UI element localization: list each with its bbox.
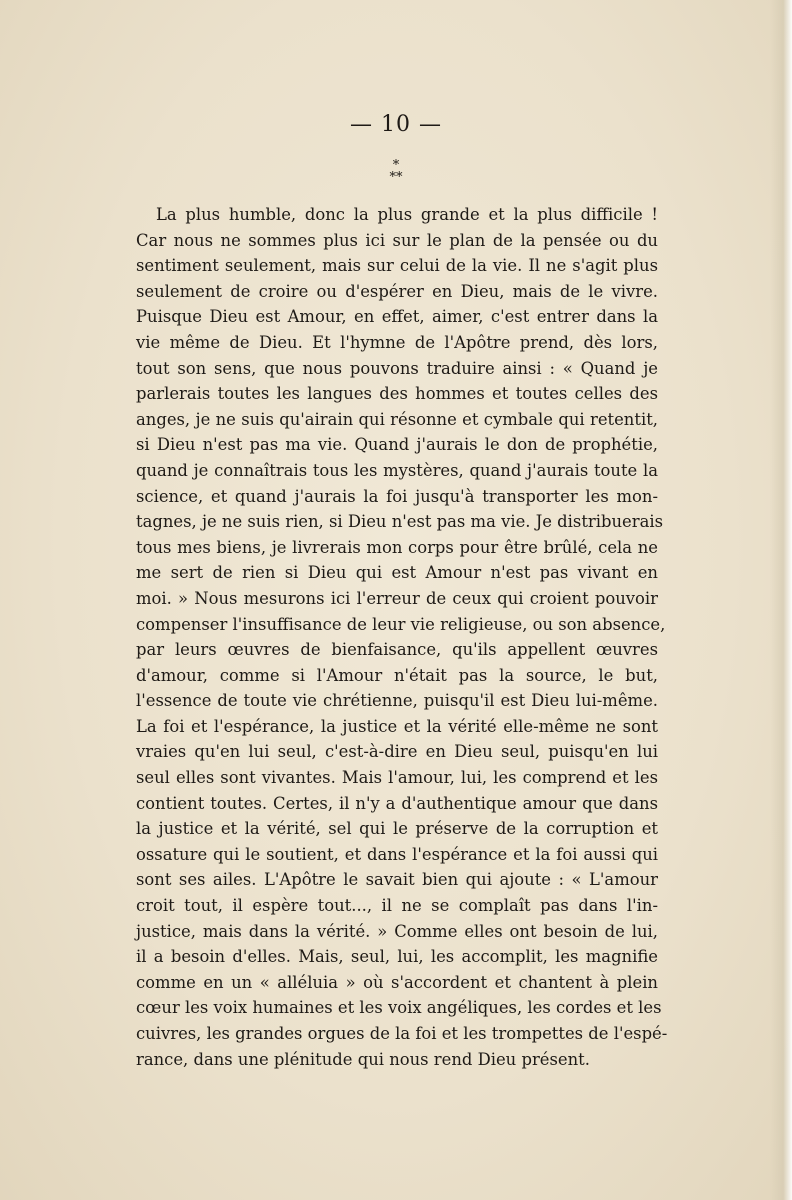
text-line: croit tout, il espère tout..., il ne se complaît pas dans l'in- bbox=[136, 896, 658, 916]
asterism-bottom: ** bbox=[389, 170, 403, 185]
text-line: anges, je ne suis qu'airain qui résonne et cymbale qui retentit, bbox=[136, 409, 658, 429]
text-line: sont ses ailes. L'Apôtre le savait bien qui ajoute : « L'amour bbox=[136, 870, 658, 890]
text-line: La plus humble, donc la plus grande et la plus difficile ! bbox=[156, 205, 658, 224]
text-line: vraies qu'en lui seul, c'est-à-dire en Dieu seul, puisqu'en lui bbox=[136, 742, 658, 762]
text-line: seul elles sont vivantes. Mais l'amour, lui, les comprend et les bbox=[136, 768, 658, 788]
text-line: ossature qui le soutient, et dans l'espérance et la foi aussi qui bbox=[136, 844, 658, 864]
text-line: l'essence de toute vie chrétienne, puisqu'il est Dieu lui-même. bbox=[136, 691, 658, 711]
text-line: la justice et la vérité, sel qui le préserve de la corruption et bbox=[136, 819, 658, 839]
asterism-top: * bbox=[392, 158, 400, 173]
text-line: tout son sens, que nous pouvons traduire ainsi : « Quand je bbox=[136, 358, 658, 378]
page-edge bbox=[770, 0, 792, 1200]
text-line: vie même de Dieu. Et l'hymne de l'Apôtre prend, dès lors, bbox=[136, 332, 658, 352]
text-line: compenser l'insuffisance de leur vie religieuse, ou son absence, bbox=[136, 614, 666, 634]
text-line: tagnes, je ne suis rien, si Dieu n'est pas ma vie. Je distribuerais bbox=[136, 512, 663, 532]
text-line: Car nous ne sommes plus ici sur le plan de la pensée ou du bbox=[136, 230, 658, 250]
page-number: — 10 — bbox=[350, 112, 442, 137]
text-line: comme en un « alléluia » où s'accordent et chantent à plein bbox=[136, 972, 658, 992]
text-line: quand je connaîtrais tous les mystères, quand j'aurais toute la bbox=[136, 460, 658, 480]
text-line: moi. » Nous mesurons ici l'erreur de ceux qui croient pouvoir bbox=[136, 588, 658, 608]
text-line: parlerais toutes les langues des hommes et toutes celles des bbox=[136, 384, 658, 404]
asterism-separator bbox=[371, 160, 421, 192]
text-line: justice, mais dans la vérité. » Comme elles ont besoin de lui, bbox=[136, 921, 658, 941]
text-line: sentiment seulement, mais sur celui de la vie. Il ne s'agit plus bbox=[136, 256, 658, 276]
body-paragraph bbox=[136, 202, 668, 1072]
text-line: par leurs œuvres de bienfaisance, qu'ils appellent œuvres bbox=[136, 640, 658, 660]
text-line: si Dieu n'est pas ma vie. Quand j'aurais le don de prophétie, bbox=[136, 435, 658, 455]
text-line: contient toutes. Certes, il n'y a d'authentique amour que dans bbox=[136, 793, 658, 813]
text-line: cuivres, les grandes orgues de la foi et les trompettes de l'espé- bbox=[136, 1024, 668, 1043]
text-line: seulement de croire ou d'espérer en Dieu, mais de le vivre. bbox=[136, 281, 658, 301]
text-line: tous mes biens, je livrerais mon corps pour être brûlé, cela ne bbox=[136, 537, 658, 557]
text-line: cœur les voix humaines et les voix angéliques, les cordes et les bbox=[136, 998, 662, 1018]
text-line: rance, dans une plénitude qui nous rend Dieu présent. bbox=[136, 1049, 590, 1069]
text-line: il a besoin d'elles. Mais, seul, lui, les accomplit, les magnifie bbox=[136, 947, 658, 967]
text-line: d'amour, comme si l'Amour n'était pas la source, le but, bbox=[136, 665, 658, 685]
text-line: me sert de rien si Dieu qui est Amour n'est pas vivant en bbox=[136, 563, 658, 583]
text-line: La foi et l'espérance, la justice et la vérité elle-même ne sont bbox=[136, 716, 658, 736]
text-line: Puisque Dieu est Amour, en effet, aimer, c'est entrer dans la bbox=[136, 307, 658, 327]
text-line: science, et quand j'aurais la foi jusqu'à transporter les mon- bbox=[136, 486, 658, 506]
